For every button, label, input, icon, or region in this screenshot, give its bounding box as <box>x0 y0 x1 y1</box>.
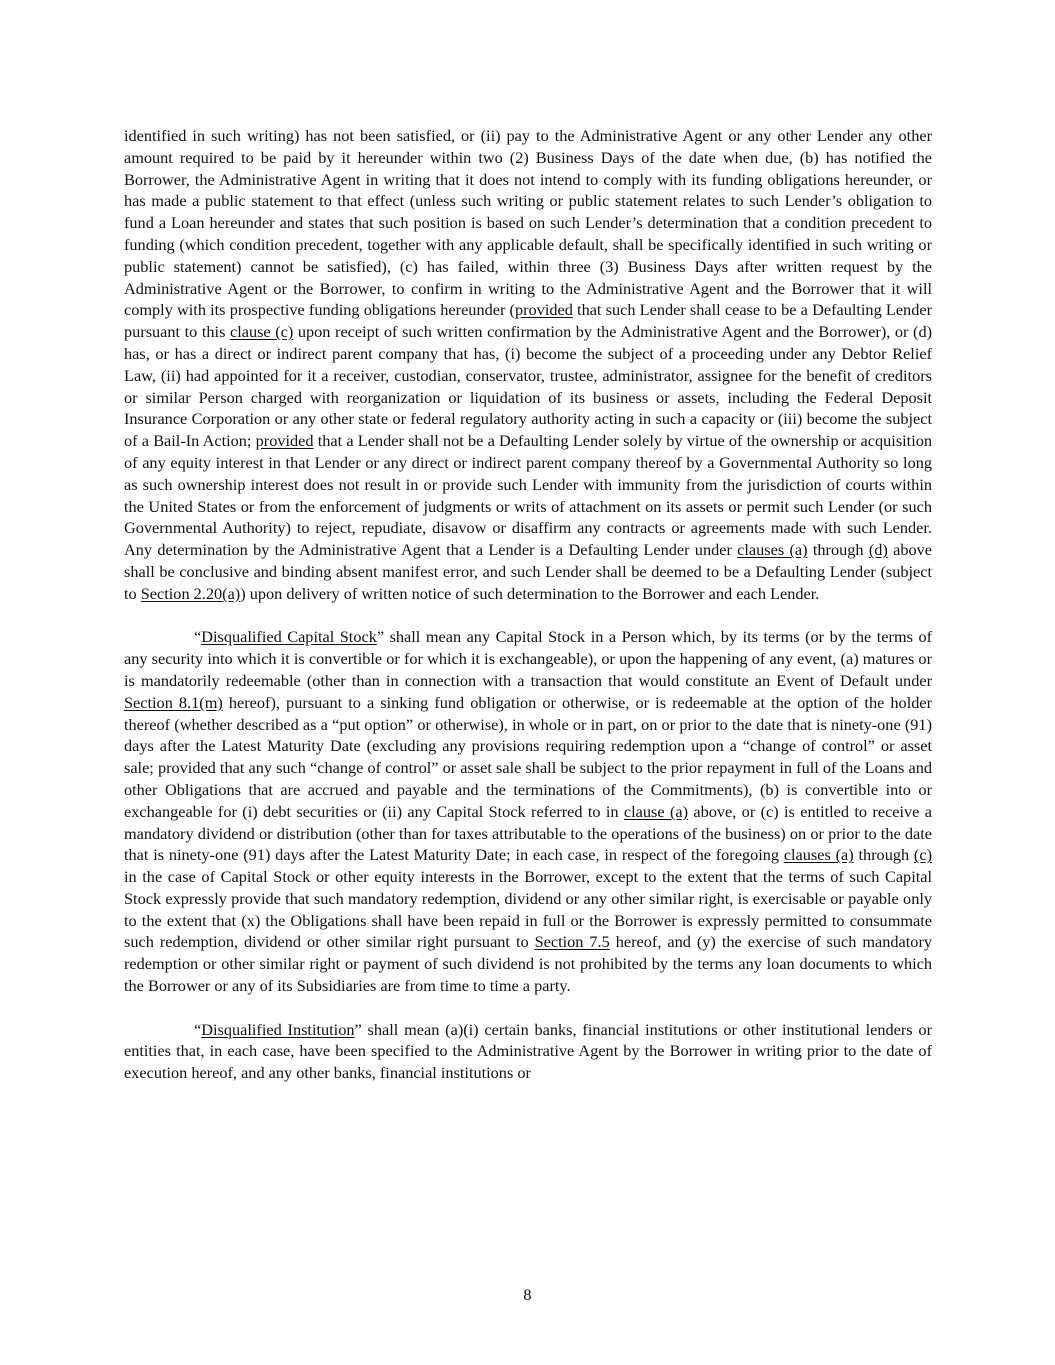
underlined-term: provided <box>514 300 573 320</box>
clause-reference: clauses (a) <box>783 845 854 865</box>
open-quote: “ <box>194 1019 202 1039</box>
clause-reference: (d) <box>868 540 888 560</box>
paragraph-disqualified-capital-stock <box>124 626 932 997</box>
text-run: through <box>807 540 869 560</box>
text-run: ” shall mean (a)(i) certain banks, financial institutions or other institutional lenders or entities that, in each case, have been specified to the Administrative Agent by the Borrower in writing prior to the date of execution hereof, and any other banks, financial institutions or <box>124 1019 932 1083</box>
text-run: through <box>853 845 914 865</box>
underlined-term: provided <box>255 431 314 451</box>
defined-term: Disqualified Institution <box>201 1019 355 1039</box>
text-run: above, or (c) is entitled to receive a mandatory dividend or distribution (other than for taxes attributable to the operations of the business) on or prior to the date that is ninety-one (91) days after the Latest Maturity Date; in each case, in respect of the foregoing <box>124 801 932 865</box>
text-run: ) upon delivery of written notice of such determination to the Borrower and each Lender. <box>240 583 820 603</box>
section-reference: Section 8.1(m) <box>124 692 223 712</box>
clause-reference: clause (a) <box>623 801 689 821</box>
open-quote: “ <box>194 627 202 647</box>
section-reference: Section 7.5 <box>534 932 610 952</box>
text-run: that a Lender shall not be a Defaulting Lender solely by virtue of the ownership or acquisition of any equity interest in that Lender or any direct or indirect parent company thereof by a Governmental Authority so long as such ownership interest does not result in or provide such Lender with immunity from the jurisdiction of courts within the United States or from the enforcement of judgments or writs of attachment on its assets or permit such Lender (or such Governmental Authority) to reject, repudiate, disavow or disaffirm any contracts or agreements made with such Lender. Any determination by the Administrative Agent that a Lender is a Defaulting Lender under <box>124 431 933 560</box>
text-run: hereof), pursuant to a sinking fund obligation or otherwise, or is redeemable at the option of the holder thereof (whether described as a “put option” or otherwise), in whole or in part, on or prior to the date that is ninety-one (91) days after the Latest Maturity Date (excluding any provisions requiring redemption upon a “change of control” or asset sale; provided that any such “change of control” or asset sale shall be subject to the prior repayment in full of the Loans and other Obligations that are accrued and payable and the terminations of the Commitments), (b) is convertible into or exchangeable for (i) debt securities or (ii) any Capital Stock referred to in <box>124 692 933 821</box>
defined-term: Disqualified Capital Stock <box>201 627 377 647</box>
paragraph-defaulting-lender-continued <box>124 125 932 605</box>
text-run: identified in such writing) has not been satisfied, or (ii) pay to the Administrative Agent or any other Lender any other amount required to be paid by it hereunder within two (2) Business Days of the date when due, (b) has notified the Borrower, the Administrative Agent in writing that it does not intend to comply with its funding obligations hereunder, or has made a public statement to that effect (unless such writing or public statement relates to such Lender’s obligation to fund a Loan hereunder and states that such position is based on such Lender’s determination that a condition precedent to funding (which condition precedent, together with any applicable default, shall be specifically identified in such writing or public statement) cannot be satisfied), (c) has failed, within three (3) Business Days after written request by the Administrative Agent or the Borrower, to confirm in writing to the Administrative Agent and the Borrower that it will comply with its prospective funding obligations hereunder ( <box>124 126 932 320</box>
text-run: ” shall mean any Capital Stock in a Person which, by its terms (or by the terms of any security into which it is convertible or for which it is exchangeable), or upon the happening of any event, (a) matures or is mandatorily redeemable (other than in connection with a transaction that would constitute an Event of Default under <box>124 627 933 690</box>
clause-reference: (c) <box>913 845 932 865</box>
page-number: 8 <box>523 1285 532 1304</box>
section-reference: Section 2.20(a) <box>140 583 241 603</box>
text-run: upon receipt of such written confirmation by the Administrative Agent and the Borrower), or (d) has, or has a direct or indirect parent company that has, (i) become the subject of a proceeding under any Debtor Relief Law, (ii) had appointed for it a receiver, custodian, conservator, trustee, administrator, assignee for the benefit of creditors or similar Person charged with reorganization or liquidation of its business or assets, including the Federal Deposit Insurance Corporation or any other state or federal regulatory authority acting in such a capacity or (iii) become the subject of a Bail-In Action; <box>124 322 933 451</box>
document-body <box>124 125 932 1106</box>
text-run: above shall be conclusive and binding absent manifest error, and such Lender shall be deemed to be a Defaulting Lender (subject to <box>124 540 932 603</box>
clause-reference: clauses (a) <box>737 540 808 560</box>
text-run: in the case of Capital Stock or other equity interests in the Borrower, except to the extent that the terms of such Capital Stock expressly provide that such mandatory redemption, dividend or any other similar right, is exercisable or payable only to the extent that (x) the Obligations shall have been repaid in full or the Borrower is expressly permitted to consummate such redemption, dividend or other similar right pursuant to <box>124 867 932 952</box>
text-run: hereof, and (y) the exercise of such mandatory redemption or other similar right or payment of such dividend is not prohibited by the terms any loan documents to which the Borrower or any of its Subsidiaries are from time to time a party. <box>124 932 933 996</box>
text-run: that such Lender shall cease to be a Defaulting Lender pursuant to this <box>124 300 932 342</box>
paragraph-disqualified-institution <box>124 1019 932 1084</box>
clause-reference: clause (c) <box>229 322 294 342</box>
